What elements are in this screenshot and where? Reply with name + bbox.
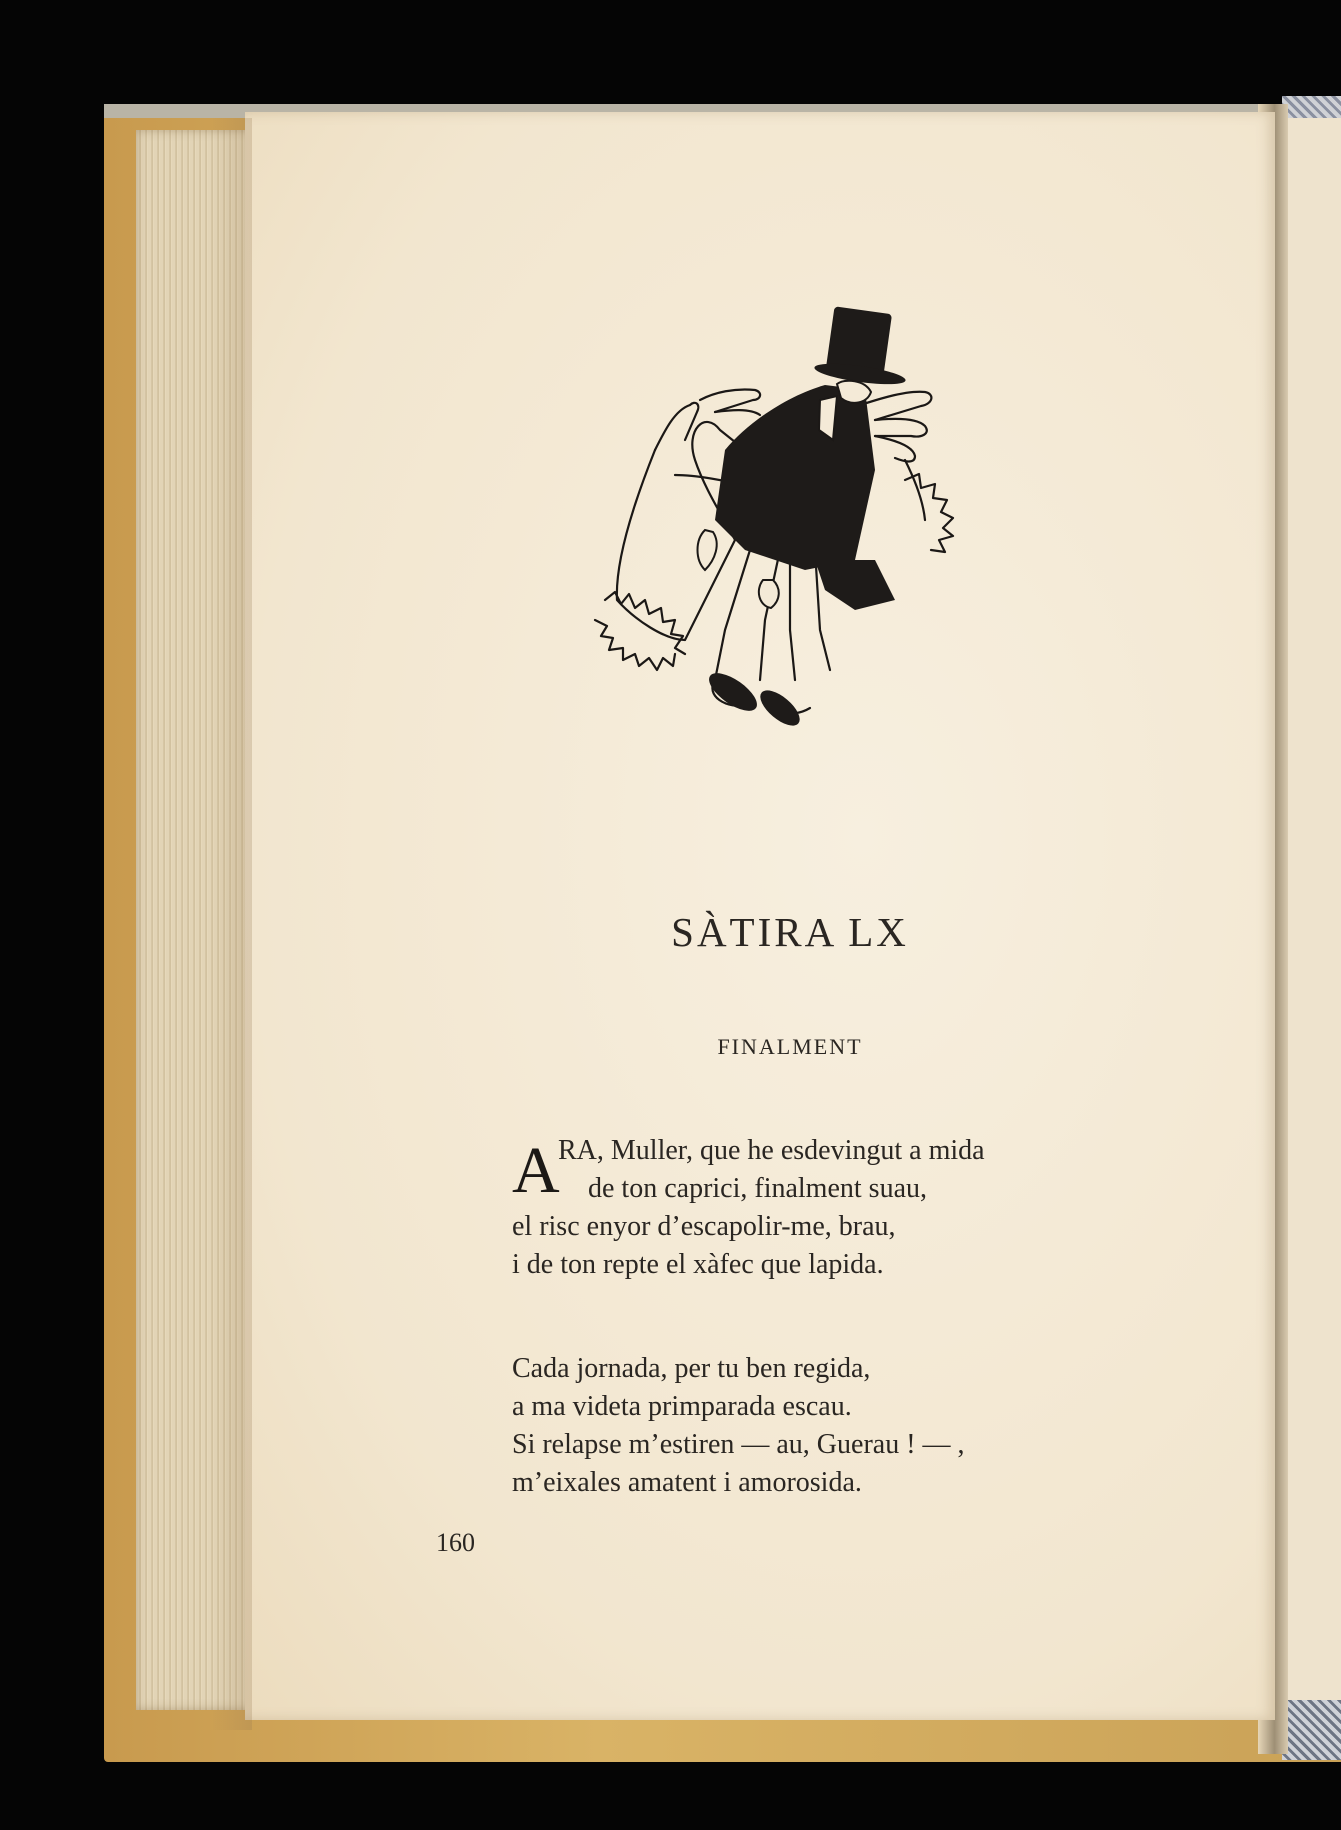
hand-holding-puppet-illustration (575, 300, 1035, 770)
poem-line: a ma videta primparada escau. (512, 1391, 852, 1422)
drop-cap: A (512, 1134, 560, 1207)
right-cover-cloth-bottom (1282, 1700, 1341, 1760)
poem-line: Si relapse m’estiren — au, Guerau ! — , (512, 1429, 965, 1460)
puppet-coat (715, 385, 875, 570)
page-number: 160 (436, 1528, 475, 1557)
poem-stanza-2 (512, 1350, 1152, 1502)
poem-line: Cada jornada, per tu ben regida, (512, 1353, 871, 1384)
right-page (1282, 118, 1341, 1703)
chapter-title: SÀTIRA LX (671, 909, 909, 955)
page-shadow (212, 118, 252, 1730)
poem-line: el risc enyor d’escapolir-me, brau, (512, 1211, 896, 1242)
chapter-subtitle: FINALMENT (717, 1034, 863, 1059)
poem-line: RA, Muller, que he esdevingut a mida (558, 1135, 985, 1166)
poem-line: m’eixales amatent i amorosida. (512, 1467, 862, 1498)
poem-line: i de ton repte el xàfec que lapida. (512, 1249, 884, 1280)
poem-stanza-1 (512, 1132, 1152, 1284)
poem-line: de ton caprici, finalment suau, (588, 1173, 927, 1204)
